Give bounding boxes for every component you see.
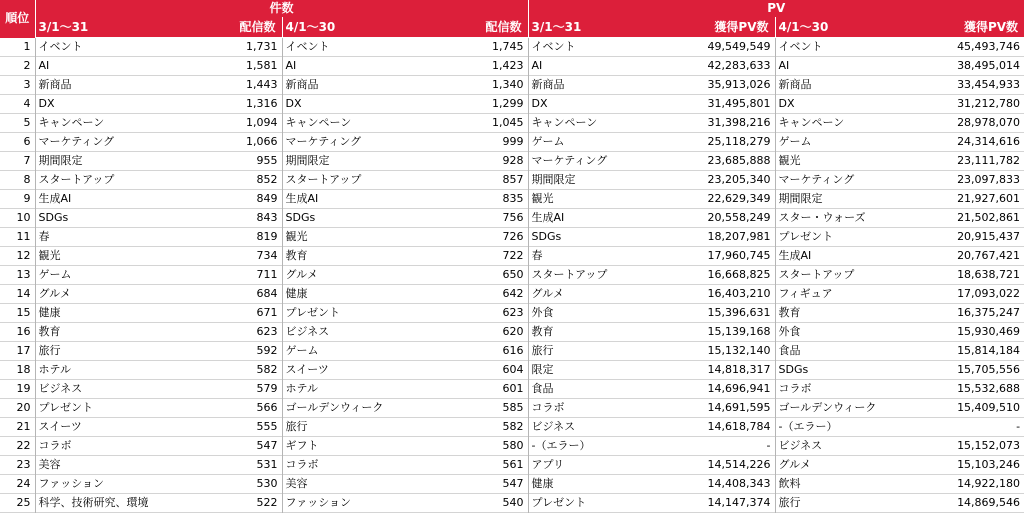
- rank-cell: 9: [23, 192, 31, 205]
- rank-cell: 19: [16, 382, 31, 395]
- pv-march-value: 15,139,168: [707, 325, 771, 338]
- count-march-value: 734: [256, 249, 278, 262]
- count-april-value: 756: [502, 211, 524, 224]
- rank-cell: 13: [16, 268, 31, 281]
- pv-march-period: 3/1～31: [528, 17, 682, 38]
- pv-march-keyword: ゲーム: [528, 133, 682, 152]
- count-march-keyword: 新商品: [35, 76, 196, 95]
- pv-april-value: 15,409,510: [957, 401, 1021, 414]
- count-april-keyword: 旅行: [282, 418, 438, 437]
- pv-march-value: 14,514,226: [707, 458, 771, 471]
- count-march-keyword: 美容: [35, 456, 196, 475]
- count-march-keyword: プレゼント: [35, 399, 196, 418]
- count-march-keyword: イベント: [35, 38, 196, 57]
- count-march-value: 579: [256, 382, 278, 395]
- count-march-value: 1,316: [246, 97, 278, 110]
- pv-march-keyword: 限定: [528, 361, 682, 380]
- count-april-keyword: ゲーム: [282, 342, 438, 361]
- rank-cell: 1: [23, 39, 31, 53]
- pv-april-value: 16,375,247: [957, 306, 1021, 319]
- count-april-keyword: ファッション: [282, 494, 438, 513]
- count-april-value: 616: [502, 344, 524, 357]
- pv-march-value: 14,818,317: [707, 363, 771, 376]
- pv-march-value: 15,132,140: [707, 344, 771, 357]
- count-march-keyword: 春: [35, 228, 196, 247]
- rank-cell: 18: [16, 363, 31, 376]
- count-april-value: 582: [502, 420, 524, 433]
- rank-cell: 6: [23, 135, 31, 148]
- count-march-keyword: 旅行: [35, 342, 196, 361]
- pv-march-keyword: プレゼント: [528, 494, 682, 513]
- count-march-value: 711: [256, 268, 278, 281]
- count-march-keyword: 科学、技術研究、環境: [35, 494, 196, 513]
- pv-march-value: 22,629,349: [707, 192, 771, 205]
- pv-march-value: 31,495,801: [707, 97, 771, 110]
- count-april-period: 4/1～30: [282, 17, 438, 38]
- pv-april-value: 15,103,246: [957, 458, 1021, 471]
- count-march-value: 522: [256, 496, 278, 509]
- pv-april-keyword: プレゼント: [775, 228, 935, 247]
- count-april-value: 650: [502, 268, 524, 281]
- count-group-header: 件数: [35, 0, 528, 17]
- count-march-value: 684: [256, 287, 278, 300]
- count-march-value: 843: [256, 211, 278, 224]
- pv-march-keyword: 旅行: [528, 342, 682, 361]
- count-march-keyword: 観光: [35, 247, 196, 266]
- count-april-value: 726: [502, 230, 524, 243]
- pv-april-keyword: スタートアップ: [775, 266, 935, 285]
- pv-april-value: 20,767,421: [957, 249, 1021, 262]
- table-row: [0, 95, 1024, 114]
- table-row: [0, 209, 1024, 228]
- pv-april-keyword: スター・ウォーズ: [775, 209, 935, 228]
- count-march-value: 1,581: [246, 59, 278, 72]
- count-april-keyword: 新商品: [282, 76, 438, 95]
- count-april-keyword: 生成AI: [282, 190, 438, 209]
- rank-cell: 5: [23, 116, 31, 129]
- pv-march-keyword: キャンペーン: [528, 114, 682, 133]
- table-row: [0, 380, 1024, 399]
- pv-april-value: 23,097,833: [957, 173, 1021, 186]
- pv-april-value: 31,212,780: [957, 97, 1021, 110]
- pv-group-header: PV: [528, 0, 1024, 17]
- table-row: [0, 342, 1024, 361]
- pv-april-keyword: DX: [775, 95, 935, 114]
- count-april-keyword: 観光: [282, 228, 438, 247]
- table-row: [0, 171, 1024, 190]
- pv-march-keyword: 健康: [528, 475, 682, 494]
- count-march-value: 955: [256, 154, 278, 167]
- pv-april-keyword: 食品: [775, 342, 935, 361]
- count-march-keyword: グルメ: [35, 285, 196, 304]
- table-row: [0, 266, 1024, 285]
- pv-april-keyword: 新商品: [775, 76, 935, 95]
- rank-header: 順位: [0, 0, 35, 38]
- count-april-value: 857: [502, 173, 524, 186]
- count-april-value: 547: [502, 477, 524, 490]
- pv-march-keyword: 観光: [528, 190, 682, 209]
- pv-april-keyword: 旅行: [775, 494, 935, 513]
- pv-march-keyword: -（エラー）: [528, 437, 682, 456]
- pv-march-value: 18,207,981: [707, 230, 771, 243]
- pv-march-value: 23,205,340: [707, 173, 771, 186]
- table-row: [0, 133, 1024, 152]
- rank-cell: 25: [16, 496, 31, 509]
- count-april-value: 561: [502, 458, 524, 471]
- count-april-value: 1,299: [492, 97, 524, 110]
- pv-march-keyword: ビジネス: [528, 418, 682, 437]
- count-april-value: 1,423: [492, 59, 524, 72]
- count-march-keyword: スイーツ: [35, 418, 196, 437]
- pv-april-value: 14,922,180: [957, 477, 1021, 490]
- pv-march-value: 42,283,633: [707, 59, 771, 72]
- table-row: [0, 323, 1024, 342]
- pv-march-keyword: DX: [528, 95, 682, 114]
- count-april-value: 1,745: [492, 40, 524, 53]
- table-row: [0, 228, 1024, 247]
- count-april-keyword: ギフト: [282, 437, 438, 456]
- count-april-value: 642: [502, 287, 524, 300]
- rank-cell: 22: [16, 439, 31, 452]
- table-row: [0, 418, 1024, 437]
- count-april-value: 540: [502, 496, 524, 509]
- table-row: [0, 76, 1024, 95]
- count-march-value: 819: [256, 230, 278, 243]
- pv-april-keyword: 飲料: [775, 475, 935, 494]
- count-march-value: 852: [256, 173, 278, 186]
- count-april-metric: 配信数: [438, 17, 528, 38]
- pv-april-keyword: ゲーム: [775, 133, 935, 152]
- pv-april-value: 28,978,070: [957, 116, 1021, 129]
- pv-march-value: 15,396,631: [707, 306, 771, 319]
- pv-april-keyword: 期間限定: [775, 190, 935, 209]
- rank-cell: 4: [23, 97, 31, 110]
- pv-april-value: 14,869,546: [957, 496, 1021, 509]
- pv-april-keyword: キャンペーン: [775, 114, 935, 133]
- count-march-keyword: DX: [35, 95, 196, 114]
- pv-march-value: 35,913,026: [707, 78, 771, 91]
- rank-cell: 8: [23, 173, 31, 186]
- pv-march-keyword: AI: [528, 57, 682, 76]
- pv-march-keyword: イベント: [528, 38, 682, 57]
- pv-april-value: 18,638,721: [957, 268, 1021, 281]
- pv-april-period: 4/1～30: [775, 17, 935, 38]
- count-march-value: 1,443: [246, 78, 278, 91]
- pv-april-keyword: グルメ: [775, 456, 935, 475]
- count-april-keyword: ゴールデンウィーク: [282, 399, 438, 418]
- rank-cell: 3: [23, 78, 31, 91]
- table-row: [0, 361, 1024, 380]
- table-row: [0, 494, 1024, 513]
- count-april-keyword: スイーツ: [282, 361, 438, 380]
- count-april-keyword: 美容: [282, 475, 438, 494]
- count-april-keyword: コラボ: [282, 456, 438, 475]
- count-march-value: 623: [256, 325, 278, 338]
- count-april-keyword: 期間限定: [282, 152, 438, 171]
- pv-april-value: 24,314,616: [957, 135, 1021, 148]
- pv-april-keyword: ゴールデンウィーク: [775, 399, 935, 418]
- rank-cell: 12: [16, 249, 31, 262]
- count-march-period: 3/1～31: [35, 17, 196, 38]
- count-march-keyword: ゲーム: [35, 266, 196, 285]
- count-march-value: 1,094: [246, 116, 278, 129]
- count-march-value: 547: [256, 439, 278, 452]
- count-march-keyword: コラボ: [35, 437, 196, 456]
- pv-march-keyword: コラボ: [528, 399, 682, 418]
- pv-march-value: 17,960,745: [707, 249, 771, 262]
- rank-cell: 15: [16, 306, 31, 319]
- pv-march-value: 16,668,825: [707, 268, 771, 281]
- table-body: [0, 38, 1024, 513]
- count-april-keyword: プレゼント: [282, 304, 438, 323]
- pv-april-value: 15,152,073: [957, 439, 1021, 452]
- pv-march-keyword: 教育: [528, 323, 682, 342]
- table-row: [0, 304, 1024, 323]
- table-row: [0, 475, 1024, 494]
- count-april-keyword: ホテル: [282, 380, 438, 399]
- table-row: [0, 437, 1024, 456]
- pv-march-value: 49,549,549: [707, 40, 771, 53]
- count-april-value: 835: [502, 192, 524, 205]
- pv-march-value: 14,408,343: [707, 477, 771, 490]
- count-april-keyword: グルメ: [282, 266, 438, 285]
- count-march-keyword: キャンペーン: [35, 114, 196, 133]
- pv-march-keyword: SDGs: [528, 228, 682, 247]
- pv-march-keyword: 生成AI: [528, 209, 682, 228]
- rank-cell: 7: [23, 154, 31, 167]
- pv-march-value: -: [766, 439, 771, 452]
- count-april-value: 1,045: [492, 116, 524, 129]
- count-april-value: 928: [502, 154, 524, 167]
- count-april-keyword: イベント: [282, 38, 438, 57]
- count-april-value: 580: [502, 439, 524, 452]
- count-march-value: 555: [256, 420, 278, 433]
- count-march-value: 1,731: [246, 40, 278, 53]
- rank-cell: 24: [16, 477, 31, 490]
- count-april-value: 623: [502, 306, 524, 319]
- count-april-value: 585: [502, 401, 524, 414]
- pv-march-value: 14,696,941: [707, 382, 771, 395]
- count-march-keyword: 期間限定: [35, 152, 196, 171]
- pv-march-keyword: マーケティング: [528, 152, 682, 171]
- count-march-keyword: ホテル: [35, 361, 196, 380]
- pv-april-value: 20,915,437: [957, 230, 1021, 243]
- pv-april-value: 17,093,022: [957, 287, 1021, 300]
- pv-march-value: 14,691,595: [707, 401, 771, 414]
- pv-march-value: 16,403,210: [707, 287, 771, 300]
- count-march-keyword: マーケティング: [35, 133, 196, 152]
- count-april-keyword: DX: [282, 95, 438, 114]
- pv-march-keyword: スタートアップ: [528, 266, 682, 285]
- rank-cell: 23: [16, 458, 31, 471]
- count-april-value: 601: [502, 382, 524, 395]
- pv-march-keyword: 新商品: [528, 76, 682, 95]
- count-march-value: 531: [256, 458, 278, 471]
- pv-april-value: 45,493,746: [957, 40, 1021, 53]
- count-march-value: 1,066: [246, 135, 278, 148]
- rank-cell: 16: [16, 325, 31, 338]
- pv-march-value: 20,558,249: [707, 211, 771, 224]
- pv-march-value: 14,147,374: [707, 496, 771, 509]
- table-row: [0, 114, 1024, 133]
- count-april-value: 999: [502, 135, 524, 148]
- table-row: [0, 190, 1024, 209]
- pv-april-keyword: イベント: [775, 38, 935, 57]
- pv-march-keyword: 期間限定: [528, 171, 682, 190]
- table-row: [0, 152, 1024, 171]
- pv-april-keyword: コラボ: [775, 380, 935, 399]
- pv-april-value: 15,532,688: [957, 382, 1021, 395]
- pv-april-value: 15,930,469: [957, 325, 1021, 338]
- count-april-keyword: 健康: [282, 285, 438, 304]
- rank-cell: 11: [16, 230, 31, 243]
- pv-april-keyword: 外食: [775, 323, 935, 342]
- table-row: [0, 247, 1024, 266]
- count-april-value: 722: [502, 249, 524, 262]
- rank-cell: 21: [16, 420, 31, 433]
- table-row: [0, 399, 1024, 418]
- pv-april-keyword: -（エラー）: [775, 418, 935, 437]
- pv-april-value: -: [1016, 420, 1021, 433]
- count-march-keyword: ファッション: [35, 475, 196, 494]
- count-april-value: 604: [502, 363, 524, 376]
- pv-march-value: 14,618,784: [707, 420, 771, 433]
- count-march-keyword: 健康: [35, 304, 196, 323]
- count-march-keyword: SDGs: [35, 209, 196, 228]
- rank-cell: 14: [16, 287, 31, 300]
- pv-april-value: 23,111,782: [957, 154, 1021, 167]
- count-march-value: 671: [256, 306, 278, 319]
- table-row: [0, 456, 1024, 475]
- pv-april-value: 38,495,014: [957, 59, 1021, 72]
- rank-cell: 10: [16, 211, 31, 224]
- count-march-value: 582: [256, 363, 278, 376]
- pv-april-value: 21,927,601: [957, 192, 1021, 205]
- pv-march-value: 25,118,279: [707, 135, 771, 148]
- count-march-metric: 配信数: [196, 17, 282, 38]
- count-april-keyword: キャンペーン: [282, 114, 438, 133]
- count-april-keyword: スタートアップ: [282, 171, 438, 190]
- rank-cell: 17: [16, 344, 31, 357]
- count-april-keyword: ビジネス: [282, 323, 438, 342]
- table-row: [0, 285, 1024, 304]
- pv-march-value: 31,398,216: [707, 116, 771, 129]
- pv-april-value: 21,502,861: [957, 211, 1021, 224]
- pv-april-keyword: ビジネス: [775, 437, 935, 456]
- count-march-keyword: 生成AI: [35, 190, 196, 209]
- count-april-value: 1,340: [492, 78, 524, 91]
- count-april-keyword: AI: [282, 57, 438, 76]
- pv-april-keyword: フィギュア: [775, 285, 935, 304]
- count-march-value: 592: [256, 344, 278, 357]
- pv-april-keyword: 観光: [775, 152, 935, 171]
- rank-cell: 20: [16, 401, 31, 414]
- table-row: [0, 57, 1024, 76]
- pv-april-value: 33,454,933: [957, 78, 1021, 91]
- count-march-value: 530: [256, 477, 278, 490]
- pv-march-keyword: 春: [528, 247, 682, 266]
- pv-march-value: 23,685,888: [707, 154, 771, 167]
- pv-april-keyword: マーケティング: [775, 171, 935, 190]
- pv-april-keyword: SDGs: [775, 361, 935, 380]
- pv-march-metric: 獲得PV数: [682, 17, 775, 38]
- pv-march-keyword: グルメ: [528, 285, 682, 304]
- count-march-value: 566: [256, 401, 278, 414]
- count-april-keyword: 教育: [282, 247, 438, 266]
- pv-april-keyword: 教育: [775, 304, 935, 323]
- pv-april-value: 15,705,556: [957, 363, 1021, 376]
- count-march-keyword: スタートアップ: [35, 171, 196, 190]
- count-march-keyword: AI: [35, 57, 196, 76]
- pv-april-metric: 獲得PV数: [935, 17, 1024, 38]
- count-march-keyword: 教育: [35, 323, 196, 342]
- rank-cell: 2: [23, 59, 31, 72]
- count-april-keyword: マーケティング: [282, 133, 438, 152]
- pv-april-value: 15,814,184: [957, 344, 1021, 357]
- pv-april-keyword: AI: [775, 57, 935, 76]
- pv-march-keyword: アプリ: [528, 456, 682, 475]
- pv-march-keyword: 食品: [528, 380, 682, 399]
- count-march-keyword: ビジネス: [35, 380, 196, 399]
- count-april-value: 620: [502, 325, 524, 338]
- count-march-value: 849: [256, 192, 278, 205]
- pv-march-keyword: 外食: [528, 304, 682, 323]
- pv-april-keyword: 生成AI: [775, 247, 935, 266]
- table-row: [0, 38, 1024, 57]
- count-april-keyword: SDGs: [282, 209, 438, 228]
